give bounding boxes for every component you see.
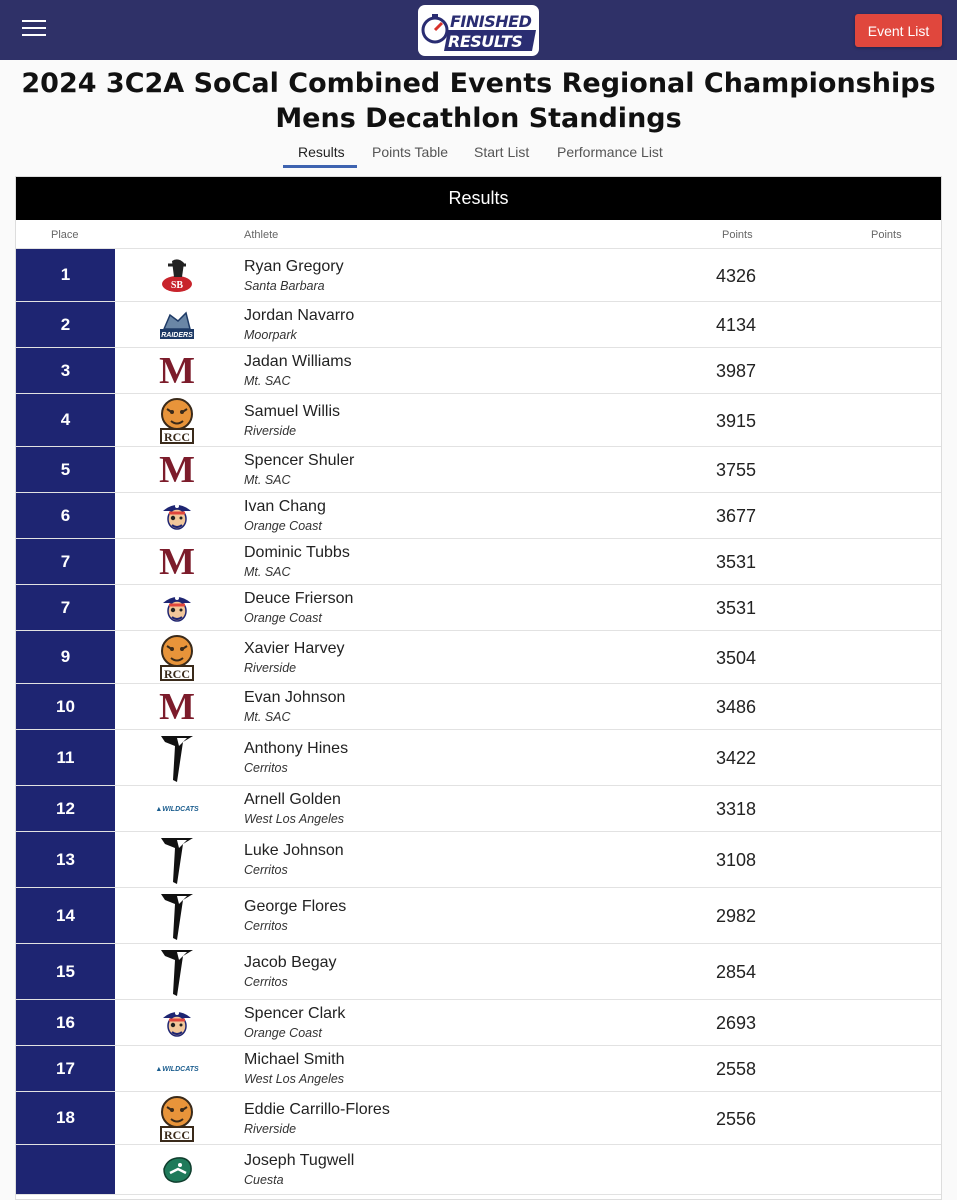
tab-performance-list[interactable]: Performance List <box>557 144 663 160</box>
athlete-name[interactable]: Arnell Golden <box>244 791 341 808</box>
team-name: Mt. SAC <box>244 473 291 487</box>
orange-coast-pirate-logo <box>157 1004 197 1042</box>
athlete-name[interactable]: Anthony Hines <box>244 740 349 757</box>
team-name: Cerritos <box>244 761 288 775</box>
orange-coast-pirate-logo <box>157 589 197 627</box>
place-cell: 9 <box>16 631 115 683</box>
athlete-name[interactable]: Spencer Clark <box>244 1005 346 1022</box>
team-name: Riverside <box>244 661 297 675</box>
orange-coast-pirate-logo <box>157 497 197 535</box>
team-name: Riverside <box>244 1122 297 1136</box>
points-value: 2982 <box>716 906 757 926</box>
logo-text-finished: FINISHED <box>450 12 532 31</box>
table-row[interactable] <box>16 348 941 394</box>
place-cell: 14 <box>16 888 115 943</box>
place-cell: 16 <box>16 1000 115 1045</box>
table-row[interactable] <box>16 302 941 348</box>
finished-results-logo[interactable] <box>418 5 539 56</box>
athlete-name[interactable]: Jadan Williams <box>244 353 352 370</box>
table-row[interactable] <box>16 944 941 1000</box>
tab-bar <box>0 136 957 168</box>
athlete-name[interactable]: George Flores <box>244 898 347 915</box>
place-cell: 12 <box>16 786 115 831</box>
svg-text:RCC: RCC <box>164 430 190 444</box>
team-name: Santa Barbara <box>244 279 325 293</box>
athlete-name[interactable]: Michael Smith <box>244 1051 345 1068</box>
riverside-rcc-logo <box>157 402 197 444</box>
cerritos-falcon-logo <box>157 739 197 777</box>
points-value: 2558 <box>716 1059 757 1079</box>
moorpark-raiders-logo <box>157 306 197 344</box>
table-row[interactable] <box>16 539 941 585</box>
column-header-athlete[interactable]: Athlete <box>244 229 279 241</box>
mt-sac-logo: M <box>159 541 195 583</box>
event-list-button[interactable]: Event List <box>855 14 942 47</box>
athlete-name[interactable]: Jordan Navarro <box>244 307 355 324</box>
riverside-rcc-logo <box>157 639 197 681</box>
cerritos-falcon-logo <box>157 841 197 879</box>
team-name: Orange Coast <box>244 519 322 533</box>
place-cell: 3 <box>16 348 115 393</box>
points-value: 3915 <box>716 411 757 431</box>
page-subtitle: Mens Decathlon Standings <box>275 103 682 134</box>
points-value: 3422 <box>716 748 757 768</box>
cerritos-falcon-logo <box>157 953 197 991</box>
team-name: Mt. SAC <box>244 710 291 724</box>
tab-results[interactable]: Results <box>298 144 345 160</box>
column-headers <box>16 220 941 249</box>
place-cell: 17 <box>16 1046 115 1091</box>
athlete-name[interactable]: Ivan Chang <box>244 498 326 515</box>
athlete-name[interactable]: Eddie Carrillo-Flores <box>244 1101 390 1118</box>
place-cell: 15 <box>16 944 115 999</box>
tab-points-table[interactable]: Points Table <box>372 144 449 160</box>
athlete-name[interactable]: Joseph Tugwell <box>244 1152 355 1169</box>
team-name: Orange Coast <box>244 1026 322 1040</box>
points-value: 4134 <box>716 315 757 335</box>
results-table-heading: Results <box>16 177 941 220</box>
points-value: 2854 <box>716 962 757 982</box>
team-name: Riverside <box>244 424 297 438</box>
svg-text:RCC: RCC <box>164 1128 190 1142</box>
athlete-name[interactable]: Ryan Gregory <box>244 258 344 275</box>
place-cell: 6 <box>16 493 115 538</box>
top-bar <box>0 0 957 60</box>
points-value: 3504 <box>716 648 757 668</box>
place-cell: 18 <box>16 1092 115 1144</box>
athlete-name[interactable]: Deuce Frierson <box>244 590 354 607</box>
riverside-rcc-logo <box>157 1100 197 1142</box>
place-cell <box>16 1145 115 1194</box>
athlete-name[interactable]: Spencer Shuler <box>244 452 355 469</box>
table-row[interactable] <box>16 786 941 832</box>
points-value: 3318 <box>716 799 757 819</box>
place-cell: 13 <box>16 832 115 887</box>
place-cell: 5 <box>16 447 115 492</box>
place-cell: 7 <box>16 585 115 630</box>
table-row[interactable] <box>16 394 941 447</box>
santa-barbara-logo <box>157 257 197 295</box>
team-name: Moorpark <box>244 328 297 342</box>
place-cell: 4 <box>16 394 115 446</box>
points-value: 2556 <box>716 1109 757 1129</box>
team-name: Cuesta <box>244 1173 284 1187</box>
athlete-name[interactable]: Evan Johnson <box>244 689 346 706</box>
cerritos-falcon-logo <box>157 897 197 935</box>
page-title: 2024 3C2A SoCal Combined Events Regional Championships <box>21 68 936 99</box>
athlete-name[interactable]: Samuel Willis <box>244 403 341 420</box>
menu-icon[interactable] <box>22 20 46 40</box>
points-value: 3677 <box>716 506 757 526</box>
table-row[interactable] <box>16 1046 941 1092</box>
west-la-wildcats-logo: ▲WILDCATS <box>155 1065 199 1073</box>
place-cell: 1 <box>16 249 115 301</box>
table-row[interactable] <box>16 249 941 302</box>
column-header-points[interactable]: Points <box>722 229 753 241</box>
results-rows <box>16 249 941 1195</box>
svg-text:RCC: RCC <box>164 667 190 681</box>
athlete-name[interactable]: Dominic Tubbs <box>244 544 350 561</box>
table-row[interactable] <box>16 684 941 730</box>
team-name: Orange Coast <box>244 611 322 625</box>
team-name: West Los Angeles <box>244 812 345 826</box>
points-value: 4326 <box>716 266 757 286</box>
team-name: Cerritos <box>244 919 288 933</box>
table-row[interactable] <box>16 832 941 888</box>
svg-text:RAIDERS: RAIDERS <box>161 332 193 339</box>
team-name: Cerritos <box>244 975 288 989</box>
table-row[interactable] <box>16 493 941 539</box>
mt-sac-logo: M <box>159 350 195 392</box>
table-row[interactable] <box>16 888 941 944</box>
points-value: 3531 <box>716 552 757 572</box>
table-row[interactable] <box>16 1000 941 1046</box>
place-cell: 10 <box>16 684 115 729</box>
points-value: 3755 <box>716 460 757 480</box>
team-name: Mt. SAC <box>244 565 291 579</box>
place-cell: 2 <box>16 302 115 347</box>
active-tab-indicator <box>283 165 357 168</box>
team-name: Mt. SAC <box>244 374 291 388</box>
athlete-name[interactable]: Luke Johnson <box>244 842 344 859</box>
cuesta-cougar-logo <box>157 1151 197 1189</box>
points-value: 3486 <box>716 697 757 717</box>
table-row[interactable] <box>16 1145 941 1195</box>
column-header-place[interactable]: Place <box>51 229 79 241</box>
mt-sac-logo: M <box>159 449 195 491</box>
column-header-points-2[interactable]: Points <box>871 229 902 241</box>
results-table <box>15 176 942 1200</box>
points-value: 2693 <box>716 1013 757 1033</box>
logo-text-results: RESULTS <box>448 32 523 51</box>
tab-start-list[interactable]: Start List <box>474 144 530 160</box>
athlete-name[interactable]: Xavier Harvey <box>244 640 345 657</box>
team-name: Cerritos <box>244 863 288 877</box>
table-row[interactable] <box>16 585 941 631</box>
points-value: 3531 <box>716 598 757 618</box>
points-value: 3108 <box>716 850 757 870</box>
athlete-name[interactable]: Jacob Begay <box>244 954 337 971</box>
west-la-wildcats-logo: ▲WILDCATS <box>155 805 199 813</box>
svg-text:SB: SB <box>170 280 184 291</box>
mt-sac-logo: M <box>159 686 195 728</box>
table-row[interactable] <box>16 730 941 786</box>
table-row[interactable] <box>16 631 941 684</box>
place-cell: 7 <box>16 539 115 584</box>
points-value: 3987 <box>716 361 757 381</box>
table-row[interactable] <box>16 447 941 493</box>
table-row[interactable] <box>16 1092 941 1145</box>
team-name: West Los Angeles <box>244 1072 345 1086</box>
place-cell: 11 <box>16 730 115 785</box>
